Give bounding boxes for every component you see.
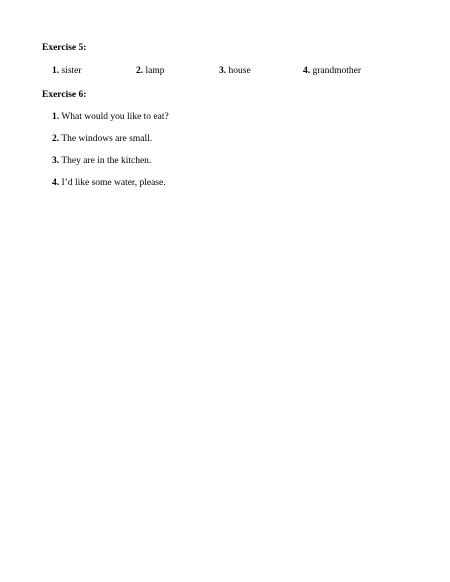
answer-number: 1. [52, 112, 60, 122]
answer-text: house [228, 66, 251, 76]
answer-text: The windows are small. [61, 134, 153, 144]
answer-text: sister [61, 66, 82, 76]
answer-text: grandmother [312, 66, 362, 76]
exercise-5-answer-3 [219, 65, 251, 77]
exercise-6-answer-4 [52, 177, 166, 189]
exercise-6-answer-3 [52, 155, 151, 167]
answer-number: 2. [136, 66, 144, 76]
answer-text: lamp [145, 66, 165, 76]
answer-number: 4. [52, 178, 60, 188]
exercise-6-answer-2 [52, 133, 152, 145]
answer-number: 3. [219, 66, 227, 76]
answer-number: 2. [52, 134, 60, 144]
exercise-6-answer-1 [52, 111, 169, 123]
answer-text: What would you like to eat? [61, 112, 169, 122]
exercise-5-answer-1 [52, 65, 82, 77]
answer-number: 4. [303, 66, 311, 76]
answer-text: They are in the kitchen. [61, 156, 152, 166]
answer-number: 3. [52, 156, 60, 166]
exercise-5-answer-4 [303, 65, 361, 77]
answer-number: 1. [52, 66, 60, 76]
exercise-5-heading: Exercise 5: [42, 43, 87, 53]
exercise-5-answers [0, 65, 450, 79]
exercise-5-answer-2 [136, 65, 165, 77]
answer-text: I’d like some water, please. [61, 178, 166, 188]
exercise-6-heading: Exercise 6: [42, 90, 87, 100]
